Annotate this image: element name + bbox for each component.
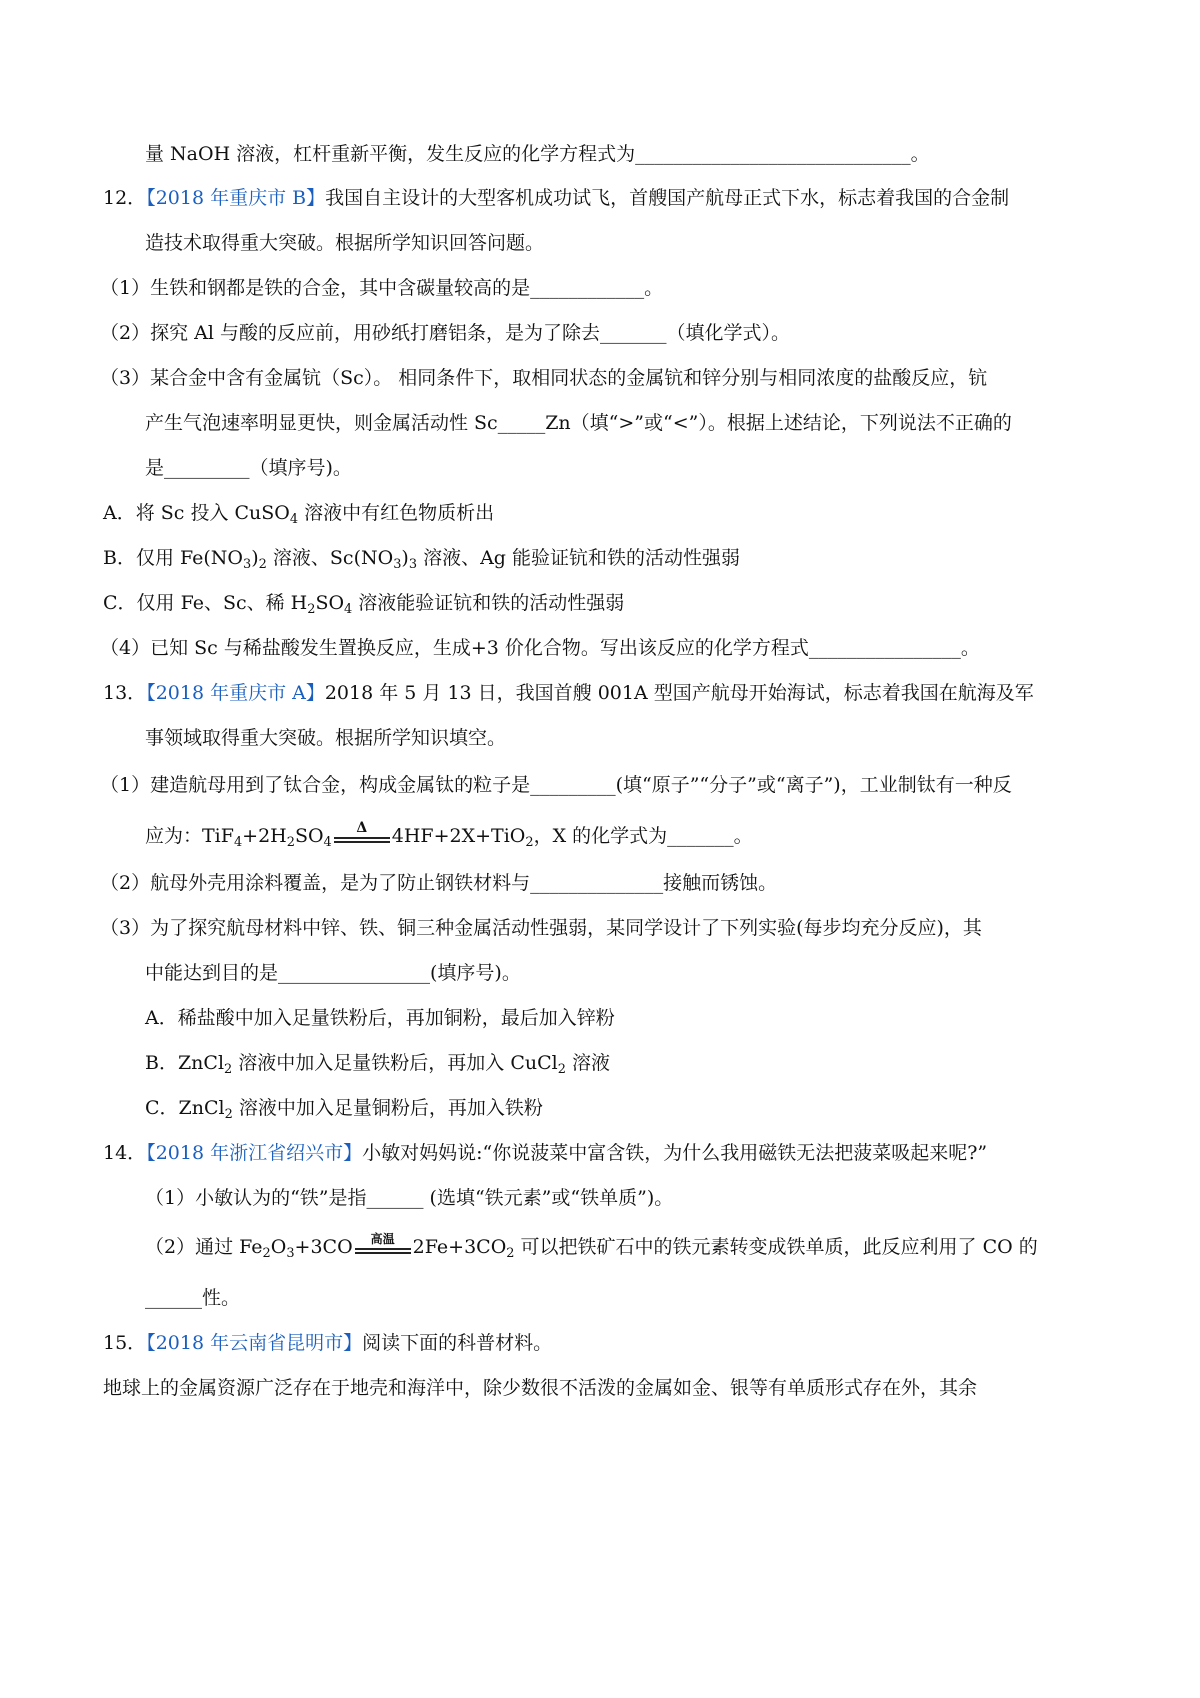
sub-question: （3）某合金中含有金属钪（Sc）。 相同条件下，取相同状态的金属钪和锌分别与相同浓度的盐酸反应，钪 bbox=[100, 367, 988, 389]
text-line: 事领域取得重大突破。根据所学知识填空。 bbox=[145, 727, 507, 749]
source-tag: 【2018 年浙江省绍兴市】 bbox=[146, 1142, 363, 1164]
sub-question: （1）生铁和钢都是铁的合金，其中含碳量较高的是____________。 bbox=[100, 277, 664, 299]
option-b: B．仅用 $Fe(NO_3)_2$ 溶液、$Sc(NO_3)_3$ 溶液、Ag 能验证钪和铁的活动性强弱 bbox=[103, 547, 741, 572]
equation-line: 应为：$TiF_4+2H_2SO_4$ Δ 4HF+2X+TiO$_2$，X 的化学式为_______。 bbox=[145, 820, 753, 850]
condition-label: 高温 bbox=[370, 1232, 395, 1246]
question-number: 14． bbox=[103, 1142, 147, 1164]
question-stem: 我国自主设计的大型客机成功试飞，首艘国产航母正式下水，标志着我国的合金制 bbox=[325, 187, 1010, 209]
sub-question: （3）为了探究航母材料中锌、铁、铜三种金属活动性强弱，某同学设计了下列实验(每步均充分反应)，其 bbox=[100, 917, 982, 939]
sub-question: （1）建造航母用到了钛合金，构成金属钛的粒子是_________(填“原子”“分子”或“离子”)，工业制钛有一种反 bbox=[100, 774, 1012, 796]
text-line: 量 NaOH 溶液，杠杆重新平衡，发生反应的化学方程式为_____________________________。 bbox=[145, 143, 930, 165]
text-line: 造技术取得重大突破。根据所学知识回答问题。 bbox=[145, 232, 545, 254]
text-line: ______性。 bbox=[145, 1287, 241, 1309]
reaction-condition-arrow bbox=[355, 1234, 411, 1256]
question-15-header bbox=[103, 1330, 552, 1356]
question-14-header bbox=[103, 1140, 987, 1166]
sub-question: （2）探究 Al 与酸的反应前，用砂纸打磨铝条，是为了除去_______（填化学式）。 bbox=[100, 322, 790, 344]
option-c: C．ZnCl$_2$ 溶液中加入足量铜粉后，再加入铁粉 bbox=[145, 1097, 543, 1122]
sub-question: （4）已知 Sc 与稀盐酸发生置换反应，生成+3 价化合物。写出该反应的化学方程式________________。 bbox=[100, 637, 980, 659]
question-stem: 2018 年 5 月 13 日，我国首艘 001A 型国产航母开始海试，标志着我国在航海及军 bbox=[324, 682, 1034, 704]
heat-symbol: Δ bbox=[356, 820, 368, 836]
question-number: 13． bbox=[103, 682, 147, 704]
sub-question: （1）小敏认为的“铁”是指______ (选填“铁元素”或“铁单质”)。 bbox=[145, 1187, 674, 1209]
equation-line: （2）通过 $Fe_2O_3+3CO$ 高温 $2Fe+3CO_2$ 可以把铁矿石中的铁元素转变成铁单质，此反应利用了 CO 的 bbox=[145, 1232, 1038, 1261]
source-tag: 【2018 年重庆市 B】 bbox=[146, 187, 326, 209]
option-a: A．稀盐酸中加入足量铁粉后，再加铜粉，最后加入锌粉 bbox=[145, 1007, 615, 1029]
reaction-condition-arrow bbox=[334, 820, 390, 845]
question-number: 12． bbox=[103, 187, 147, 209]
source-tag: 【2018 年重庆市 A】 bbox=[146, 682, 325, 704]
question-number: 15． bbox=[103, 1332, 147, 1354]
text-line: 中能达到目的是________________(填序号)。 bbox=[145, 962, 521, 984]
paragraph: 地球上的金属资源广泛存在于地壳和海洋中，除少数很不活泼的金属如金、银等有单质形式存在外，其余 bbox=[103, 1377, 978, 1399]
question-stem: 小敏对妈妈说:“你说菠菜中富含铁，为什么我用磁铁无法把菠菜吸起来呢?” bbox=[362, 1142, 988, 1164]
option-c: C．仅用 Fe、Sc、稀 $H_2SO_4$ 溶液能验证钪和铁的活动性强弱 bbox=[103, 592, 625, 617]
option-a: A．将 Sc 投入 CuSO$_4$ 溶液中有红色物质析出 bbox=[103, 502, 495, 527]
sub-question: （2）航母外壳用涂料覆盖，是为了防止钢铁材料与______________接触而锈蚀。 bbox=[100, 872, 778, 894]
question-13-header bbox=[103, 680, 1034, 706]
text-line: 产生气泡速率明显更快，则金属活动性 Sc_____Zn（填“>”或“<”）。根据上述结论，下列说法不正确的 bbox=[145, 412, 1012, 434]
question-12-header bbox=[103, 185, 1009, 211]
source-tag: 【2018 年云南省昆明市】 bbox=[146, 1332, 363, 1354]
text-line: 是_________（填序号)。 bbox=[145, 457, 352, 479]
option-b: B．ZnCl$_2$ 溶液中加入足量铁粉后，再加入 CuCl$_2$ 溶液 bbox=[145, 1052, 610, 1077]
question-stem: 阅读下面的科普材料。 bbox=[362, 1332, 553, 1354]
